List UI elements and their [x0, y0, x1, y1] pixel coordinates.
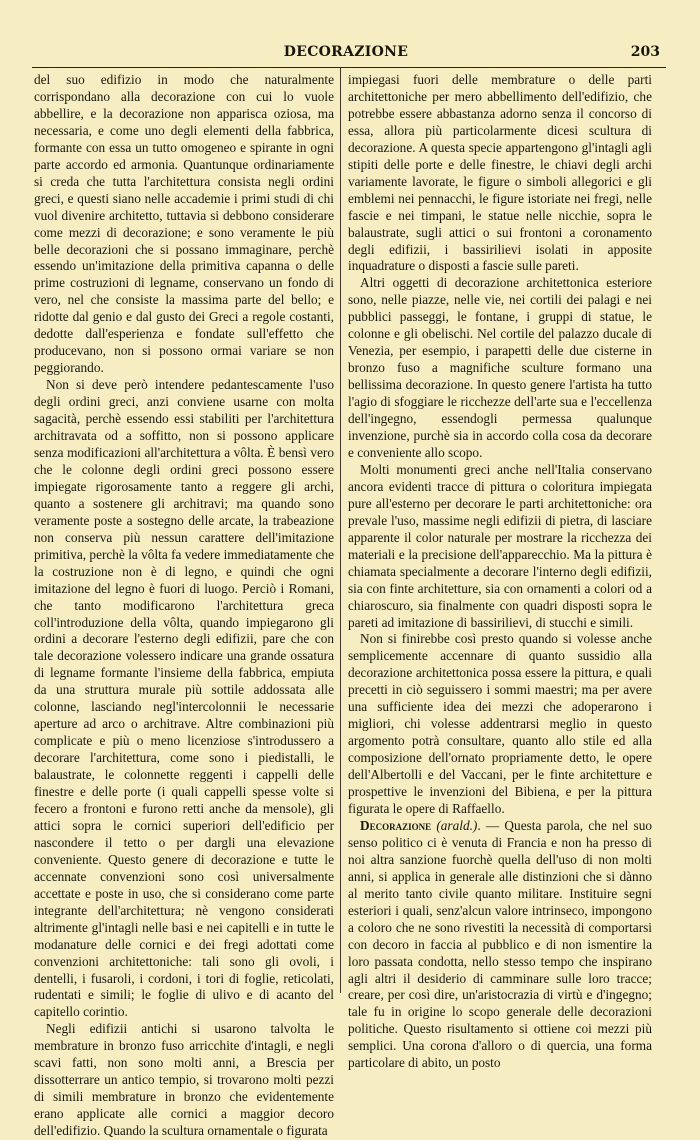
left-column — [34, 72, 334, 1140]
paragraph: impiegasi fuori delle membrature o delle parti architettoniche per mero abbellimento dell'edifizio, che potrebbe essere abbastanza adorno senza il concorso di essa, allora più particolarmente dicesi scultura di decorazione. A questa specie appartengono gl'intagli agli stipiti delle porte e delle finestre, le chiavi degli archi variamente lavorate, le figure o simboli allegorici e gli emblemi nei pennacchi, le figure istoriate nei fregi, nelle fascie e nei timpani, le statue nelle nicchie, sopra le balaustrate, sugli attici o sui frontoni a coronamento degli edifizii, i bassirilievi isolati in apposite inquadrature o disposti a fascie sulle pareti. — [348, 72, 652, 274]
header-rule — [32, 67, 666, 68]
paragraph: Altri oggetti di decorazione architettonica esteriore sono, nelle piazze, nelle vie, nei cortili dei palagi e nei pubblici passeggi, le fontane, i gruppi di statue, le colonne e gli obelischi. Nel cortile del palazzo ducale di Venezia, per esempio, i parapetti delle due cisterne in bronzo fuso a magnifiche sculture formano una bellissima decorazione. In questo genere l'artista ha tutto l'agio di sfoggiare le ricchezze dell'arte sua e l'eccellenza dell'ingegno, essendogli permessa qualunque invenzione, purchè sia in accordo colla cosa da decorare e conveniente allo scopo. — [348, 275, 652, 460]
entry-term: Decorazione — [360, 817, 432, 833]
entry-text: . — Questa parola, che nel suo senso politico ci è venuta di Francia e non ha presso di noi altra sanzione fuorchè quella dell'uso di non molti anni, si applica in generale alle distinzioni che si dànno al merito tanto civile quanto militare. Instituire segni esteriori i quali, senz'alcun valore intrinseco, impongono a coloro che ne sono rivestiti la necessità di comportarsi con decoro in faccia al pubblico e di non ismentire la loro passata condotta, nello stesso tempo che inspirano agli altri il desiderio di camminare sulle loro tracce; creare, per così dire, un'aristocrazia di virtù e d'ingegno; tale fu in origine lo scopo generale delle decorazioni politiche. Questo risultamento si ottiene coi mezzi più semplici. Una corona d'alloro o di quercia, una forma particolare di abito, un posto — [348, 817, 652, 1071]
entry-paragraph — [348, 818, 652, 1072]
page-number: 203 — [630, 44, 660, 60]
paragraph: Molti monumenti greci anche nell'Italia conservano ancora evidenti tracce di pittura o coloritura impiegata pure all'esterno per decorare le parti architettoniche: ora prevale l'uso, massime negli edifizii di pietra, di lasciare apparente il color naturale per mostrare la ricchezza dei materiali e la precisione dell'apparecchio. Ma la pittura è chiamata specialmente a decorare l'interno degli edifizii, sia con finte architetture, sia con ornamenti a colori od a chiaroscuro, sia finalmente con quadri disposti sopra le pareti ad imitazione di bassirilievi, di stucchi e simili. — [348, 461, 652, 630]
paragraph: Negli edifizii antichi si usarono talvolta le membrature in bronzo fuso arricchite d'intagli, e negli scavi fatti, non sono molti anni, a Brescia per dissotterrare un antico tempio, si trovarono molti pezzi di simili membrature in bronzo che evidentemente erano applicate alle cornici a maggior decoro dell'edifizio. Quando la scultura ornamentale o figurata — [34, 1021, 334, 1139]
paragraph: Non si finirebbe così presto quando si volesse anche semplicemente accennare di quanto sussidio alla decorazione architettonica possa essere la pittura, e quali precetti in ciò seguissero i sommi maestri; ma per avere una sufficiente idea dei mezzi che adoperarono i migliori, chi volesse addentrarsi meglio in questo argomento potrà consultare, quanto allo stile ed alla composizione dell'ornato propriamente detto, le opere dell'Albertolli e del Vaccani, per le finte architetture e prospettive le invenzioni del Bibiena, e per la pittura figurata le opere di Raffaello. — [348, 631, 652, 816]
header-title: DECORAZIONE — [283, 44, 409, 60]
paragraph: Non si deve però intendere pedantescamente l'uso degli ordini greci, anzi conviene usarne con molta sagacità, perchè essendo essi stabiliti per l'architettura architravata od a soffitto, non si possono applicare senza modificazioni all'architettura a vôlta. È bensì vero che le colonne degli ordini greci possono essere impiegate rigorosamente tanto a reggere gli archi, quanto a sostenere gli architravi; ma quando sono veramente poste a sostegno delle arcate, la trabeazione non conserva più nessun carattere dell'imitazione primitiva, perchè la vôlta fa vedere immediatamente che la costruzione non è di legno, e quindi che ogni imitazione del legno è fuori di luogo. Perciò i Romani, che tanto modificarono l'architettura greca coll'introduzione della vôlta, quando impiegarono gli ordini a decorare l'esterno degli edifizii, pare che con tale decorazione volessero indicare una grande ossatura di legname formante l'insieme della fabbrica, empiuta da una struttura murale più sottile addossata alle colonne, lasciando negl'intercolonnii le necessarie aperture ad arco o architrave. Altre combinazioni più complicate e più o meno licenziose s'introdussero a decorare l'architettura, come sono i piedistalli, le balaustrate, le colonnette reggenti i cappelli delle finestre e delle porte (i quali cappelli spesse volte si fecero a frontoni e furono retti anche da mensole), gli attici sopra le cornici superiori dell'edificio per nascondere il tetto o per dargli una elevazione conveniente. Questo genere di decorazione e tutte le accennate convenzioni sono così universalmente accettate e poste in uso, che si considerano come parte integrante dell'architettura; nè vengono considerati altrimente gl'intagli nelle basi e nei capitelli e in tutte le modanature delle cornici e dei fregi adottati come convenzioni architettoniche: tali sono gli ovoli, i dentelli, i fusaroli, i cordoni, i tori di foglie, reticolati, rudentati e simili; le foglie di ulivo e di acanto del capitello corintio. — [34, 377, 334, 1020]
column-divider — [340, 68, 341, 993]
entry-tag: (arald.) — [431, 817, 478, 833]
paragraph: del suo edifizio in modo che naturalmente corrispondano alla decorazione con cui lo vuole abbellire, e la decorazione non apparisca oziosa, ma necessaria, e come uno degli elementi della fabbrica, formante con essa un tutto omogeneo e spirante in ogni parte accordo ed armonia. Quantunque ordinariamente si creda che tutta l'architettura consista negli ordini greci, e questi siano nelle accademie i primi studi di chi vuol divenire architetto, tuttavia si debbono considerare come mezzi di decorazione; e sono veramente le più belle decorazioni che si possano immaginare, perchè essendo un'imitazione della primitiva capanna o delle prime costruzioni di legname, conservano un fondo di vero, nel che consiste la massima parte del bello; e ridotte dal genio e dal gusto dei Greci a regole costanti, dedotte dall'esperienza e fondate sull'effetto che producevano, non si possono ormai variare se non peggiorando. — [34, 72, 334, 376]
running-header — [32, 44, 660, 66]
right-column — [348, 72, 652, 1072]
